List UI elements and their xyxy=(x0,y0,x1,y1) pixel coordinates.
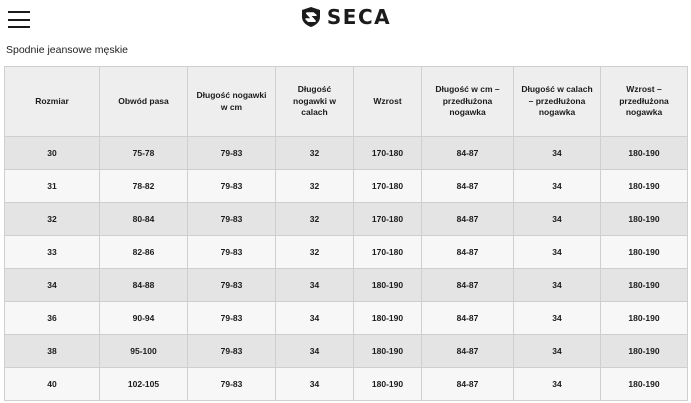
cell-dlugosc-cale-przedluzona: 34 xyxy=(514,203,601,236)
cell-wzrost: 170-180 xyxy=(354,137,422,170)
cell-dlugosc-cale: 34 xyxy=(276,335,354,368)
cell-dlugosc-cm: 79-83 xyxy=(188,368,276,401)
cell-rozmiar: 33 xyxy=(5,236,100,269)
size-table-container xyxy=(0,66,691,401)
cell-wzrost-przedluzona: 180-190 xyxy=(601,137,688,170)
page-title: Spodnie jeansowe męskie xyxy=(6,44,128,56)
table-row xyxy=(5,368,688,401)
cell-obwod-pasa: 80-84 xyxy=(100,203,188,236)
cell-dlugosc-cale: 34 xyxy=(276,269,354,302)
cell-wzrost-przedluzona: 180-190 xyxy=(601,170,688,203)
cell-obwod-pasa: 90-94 xyxy=(100,302,188,335)
cell-dlugosc-cm-przedluzona: 84-87 xyxy=(422,170,514,203)
cell-wzrost: 170-180 xyxy=(354,236,422,269)
cell-obwod-pasa: 95-100 xyxy=(100,335,188,368)
cell-obwod-pasa: 84-88 xyxy=(100,269,188,302)
cell-dlugosc-cale: 34 xyxy=(276,302,354,335)
table-header xyxy=(5,67,688,137)
table-body xyxy=(5,137,688,401)
table-row xyxy=(5,137,688,170)
column-header-dlugosc-cale-przedluzona: Długość w calach – przedłużona nogawka xyxy=(514,67,601,137)
cell-dlugosc-cm: 79-83 xyxy=(188,236,276,269)
table-row xyxy=(5,335,688,368)
cell-dlugosc-cm: 79-83 xyxy=(188,137,276,170)
cell-dlugosc-cale-przedluzona: 34 xyxy=(514,269,601,302)
cell-wzrost: 180-190 xyxy=(354,269,422,302)
cell-wzrost-przedluzona: 180-190 xyxy=(601,368,688,401)
cell-rozmiar: 36 xyxy=(5,302,100,335)
cell-rozmiar: 34 xyxy=(5,269,100,302)
table-row xyxy=(5,302,688,335)
cell-wzrost: 170-180 xyxy=(354,203,422,236)
cell-wzrost: 180-190 xyxy=(354,335,422,368)
cell-wzrost: 180-190 xyxy=(354,302,422,335)
cell-dlugosc-cale: 32 xyxy=(276,203,354,236)
brand-name: SECA xyxy=(326,5,392,29)
cell-dlugosc-cale: 32 xyxy=(276,137,354,170)
cell-dlugosc-cm-przedluzona: 84-87 xyxy=(422,236,514,269)
cell-dlugosc-cm-przedluzona: 84-87 xyxy=(422,368,514,401)
cell-rozmiar: 40 xyxy=(5,368,100,401)
cell-dlugosc-cale-przedluzona: 34 xyxy=(514,302,601,335)
cell-dlugosc-cale: 34 xyxy=(276,368,354,401)
table-row xyxy=(5,203,688,236)
cell-rozmiar: 31 xyxy=(5,170,100,203)
cell-wzrost-przedluzona: 180-190 xyxy=(601,335,688,368)
table-row xyxy=(5,269,688,302)
cell-dlugosc-cm: 79-83 xyxy=(188,170,276,203)
cell-wzrost-przedluzona: 180-190 xyxy=(601,203,688,236)
column-header-dlugosc-cm-przedluzona: Długość w cm – przedłużona nogawka xyxy=(422,67,514,137)
table-row xyxy=(5,236,688,269)
cell-dlugosc-cm: 79-83 xyxy=(188,302,276,335)
cell-wzrost: 180-190 xyxy=(354,368,422,401)
column-header-dlugosc-nogawki-cm: Długość nogawki w cm xyxy=(188,67,276,137)
cell-wzrost-przedluzona: 180-190 xyxy=(601,269,688,302)
cell-dlugosc-cale-przedluzona: 34 xyxy=(514,368,601,401)
cell-dlugosc-cale: 32 xyxy=(276,236,354,269)
cell-dlugosc-cm-przedluzona: 84-87 xyxy=(422,335,514,368)
cell-dlugosc-cm: 79-83 xyxy=(188,203,276,236)
site-header xyxy=(0,0,691,40)
cell-dlugosc-cm-przedluzona: 84-87 xyxy=(422,269,514,302)
cell-dlugosc-cm-przedluzona: 84-87 xyxy=(422,203,514,236)
table-row xyxy=(5,170,688,203)
cell-wzrost-przedluzona: 180-190 xyxy=(601,302,688,335)
cell-dlugosc-cale-przedluzona: 34 xyxy=(514,170,601,203)
size-table xyxy=(4,66,688,401)
cell-rozmiar: 30 xyxy=(5,137,100,170)
column-header-dlugosc-nogawki-cale: Długość nogawki w calach xyxy=(276,67,354,137)
table-header-row xyxy=(5,67,688,137)
cell-dlugosc-cm-przedluzona: 84-87 xyxy=(422,302,514,335)
column-header-wzrost-przedluzona: Wzrost – przedłużona nogawka xyxy=(601,67,688,137)
cell-obwod-pasa: 102-105 xyxy=(100,368,188,401)
brand-logo[interactable] xyxy=(0,6,691,28)
cell-wzrost: 170-180 xyxy=(354,170,422,203)
cell-rozmiar: 32 xyxy=(5,203,100,236)
cell-dlugosc-cm: 79-83 xyxy=(188,335,276,368)
cell-dlugosc-cale: 32 xyxy=(276,170,354,203)
cell-wzrost-przedluzona: 180-190 xyxy=(601,236,688,269)
cell-dlugosc-cm: 79-83 xyxy=(188,269,276,302)
cell-obwod-pasa: 75-78 xyxy=(100,137,188,170)
cell-dlugosc-cm-przedluzona: 84-87 xyxy=(422,137,514,170)
seca-shield-logo-icon xyxy=(300,6,322,28)
cell-obwod-pasa: 78-82 xyxy=(100,170,188,203)
cell-dlugosc-cale-przedluzona: 34 xyxy=(514,335,601,368)
cell-rozmiar: 38 xyxy=(5,335,100,368)
column-header-wzrost: Wzrost xyxy=(354,67,422,137)
column-header-obwod-pasa: Obwód pasa xyxy=(100,67,188,137)
cell-dlugosc-cale-przedluzona: 34 xyxy=(514,236,601,269)
cell-obwod-pasa: 82-86 xyxy=(100,236,188,269)
cell-dlugosc-cale-przedluzona: 34 xyxy=(514,137,601,170)
column-header-rozmiar: Rozmiar xyxy=(5,67,100,137)
